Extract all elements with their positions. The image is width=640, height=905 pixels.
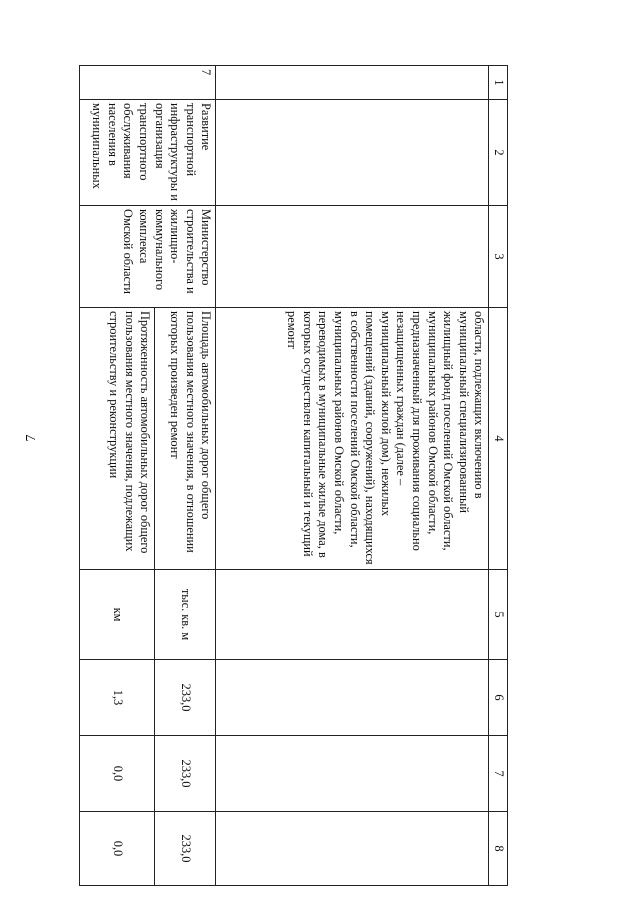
col-header-1: 1 xyxy=(489,66,508,100)
table-row-continuation xyxy=(216,66,489,886)
value-col8: 0,0 xyxy=(80,812,155,886)
indicators-table xyxy=(79,65,508,886)
cell-empty xyxy=(216,570,489,660)
cell-empty xyxy=(216,736,489,812)
cell-empty xyxy=(216,812,489,886)
col-header-7: 7 xyxy=(489,736,508,812)
col-header-4: 4 xyxy=(489,308,508,570)
table-row-7-indicator-1 xyxy=(155,66,216,886)
indicator-text-continuation: области, подлежащих включению в муниципальный специализированный жилищный фонд поселений Омской области, муниципальных районов Омской области, предназначенный для проживания социально незащищенных граждан (далее – муниципальный жилой дом), нежилых помещений (зданий, сооружений), находящихся в собственности поселений Омской области, муниципальных районов Омской области, переводимых в муниципальные жилые дома, в которых осуществлен капитальный и текущий ремонт xyxy=(216,308,489,570)
header-row xyxy=(489,66,508,886)
value-col7: 0,0 xyxy=(80,736,155,812)
value-col7: 233,0 xyxy=(155,736,216,812)
value-col6: 1,3 xyxy=(80,660,155,736)
cell-empty xyxy=(216,100,489,206)
cell-empty xyxy=(216,660,489,736)
task-cell: Развитие транспортной инфраструктуры и организация транспортного обслуживания населения в муниципальных xyxy=(80,100,216,206)
row-number: 7 xyxy=(80,66,216,100)
executor-cell: Министерство строительства и жилищно-коммунального комплекса Омской области xyxy=(80,206,216,308)
value-col8: 233,0 xyxy=(155,812,216,886)
value-col6: 233,0 xyxy=(155,660,216,736)
indicator-name: Протяженность автомобильных дорог общего пользования местного значения, подлежащих строительству и реконструкции xyxy=(80,308,155,570)
col-header-8: 8 xyxy=(489,812,508,886)
col-header-2: 2 xyxy=(489,100,508,206)
cell-empty xyxy=(216,66,489,100)
unit-cell: тыс. кв. м xyxy=(155,570,216,660)
unit-cell: км xyxy=(80,570,155,660)
indicator-name: Площадь автомобильных дорог общего пользования местного значения, в отношении которых произведен ремонт xyxy=(155,308,216,570)
col-header-6: 6 xyxy=(489,660,508,736)
col-header-3: 3 xyxy=(489,206,508,308)
col-header-5: 5 xyxy=(489,570,508,660)
rotated-table-sheet xyxy=(58,65,508,885)
page-number: 7 xyxy=(24,434,39,442)
cell-empty xyxy=(216,206,489,308)
